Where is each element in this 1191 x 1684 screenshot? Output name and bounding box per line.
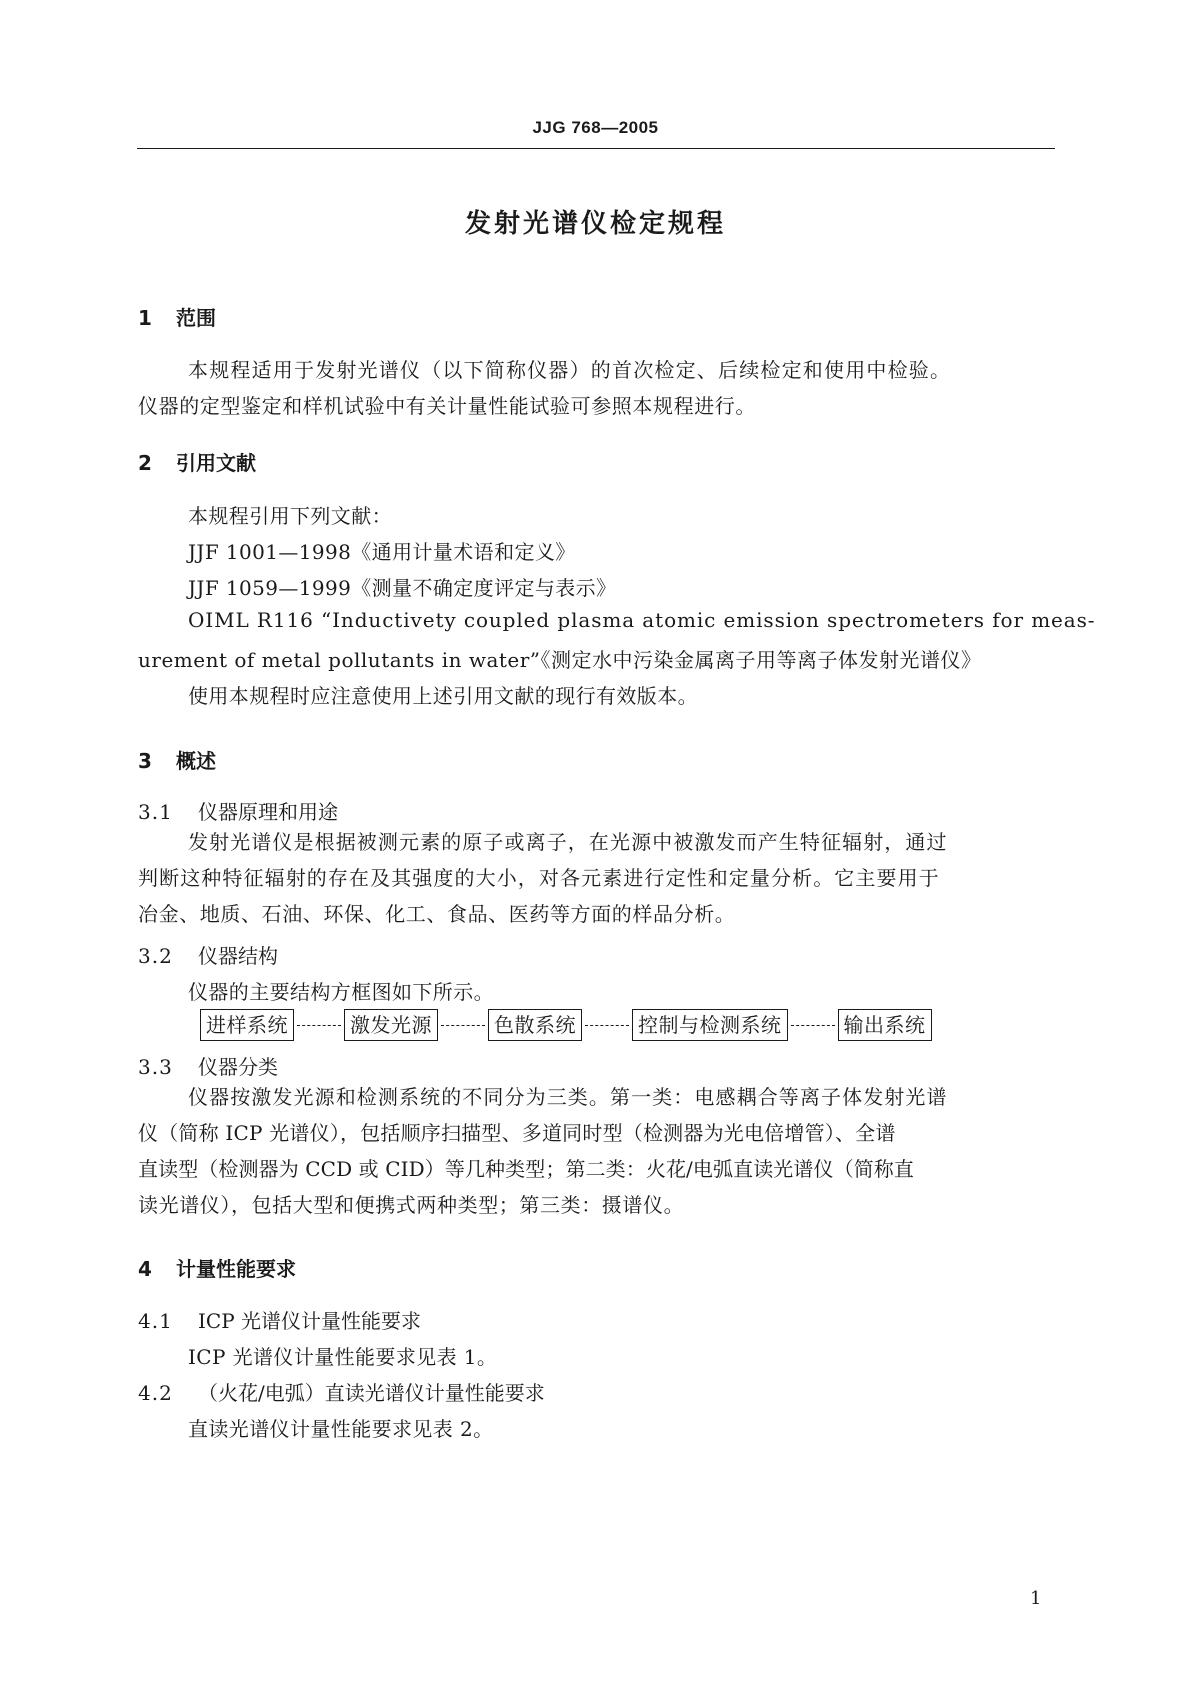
flow-connector	[297, 1025, 341, 1026]
subsection-3-3-heading	[138, 1051, 278, 1080]
paragraph-line: 判断这种特征辐射的存在及其强度的大小，对各元素进行定性和定量分析。它主要用于	[138, 866, 940, 890]
reference-item-continued: urement of metal pollutants in water”《测定水中污染金属离子用等离子体发射光谱仪》	[138, 648, 982, 672]
subsection-4-1-heading	[138, 1305, 421, 1334]
subsection-title: ICP 光谱仪计量性能要求	[198, 1309, 422, 1333]
header-divider	[137, 148, 1055, 149]
section-1-paragraph	[138, 352, 1056, 424]
paragraph-line: 直读型（检测器为 CCD 或 CID）等几种类型；第二类：火花/电弧直读光谱仪（简称直	[138, 1157, 914, 1181]
subsection-4-2-heading	[138, 1377, 545, 1406]
paragraph-line: 冶金、地质、石油、环保、化工、食品、医药等方面的样品分析。	[138, 902, 736, 926]
section-3-heading	[138, 745, 216, 774]
subsection-4-2-text: 直读光谱仪计量性能要求见表 2。	[188, 1417, 494, 1441]
paragraph-line: 读光谱仪），包括大型和便携式两种类型；第三类：摄谱仪。	[138, 1193, 685, 1217]
section-number: 1	[138, 306, 152, 330]
flow-box-control-detection: 控制与检测系统	[632, 1009, 788, 1041]
subsection-3-2-heading	[138, 940, 278, 969]
flow-connector	[791, 1025, 835, 1026]
subsection-4-1-text: ICP 光谱仪计量性能要求见表 1。	[188, 1345, 498, 1369]
flow-connector	[441, 1025, 485, 1026]
subsection-title: 仪器结构	[198, 944, 278, 968]
section-number: 3	[138, 749, 152, 773]
subsection-title: 仪器分类	[198, 1055, 278, 1079]
section-2-heading	[138, 447, 256, 476]
subsection-3-1-paragraph	[138, 824, 1056, 932]
section-number: 4	[138, 1257, 152, 1281]
subsection-number: 3.3	[138, 1055, 173, 1079]
paragraph-line: 仪器的定型鉴定和样机试验中有关计量性能试验可参照本规程进行。	[138, 394, 756, 418]
subsection-number: 4.2	[138, 1381, 173, 1405]
structure-intro: 仪器的主要结构方框图如下所示。	[188, 980, 494, 1004]
subsection-3-1-heading	[138, 796, 338, 825]
section-title: 引用文献	[176, 451, 256, 475]
section-title: 概述	[176, 749, 216, 773]
structure-flow-diagram	[200, 1009, 932, 1041]
reference-item: JJF 1001—1998《通用计量术语和定义》	[188, 540, 576, 564]
paragraph-line: 发射光谱仪是根据被测元素的原子或离子，在光源中被激发而产生特征辐射，通过	[188, 830, 948, 854]
subsection-number: 3.2	[138, 944, 173, 968]
subsection-number: 4.1	[138, 1309, 173, 1333]
subsection-title: 仪器原理和用途	[198, 800, 338, 824]
section-1-heading	[138, 302, 216, 331]
paragraph-line: 仪器按激发光源和检测系统的不同分为三类。第一类：电感耦合等离子体发射光谱	[188, 1085, 948, 1109]
references-intro: 本规程引用下列文献：	[188, 504, 392, 528]
section-number: 2	[138, 451, 152, 475]
references-note: 使用本规程时应注意使用上述引用文献的现行有效版本。	[188, 684, 698, 708]
flow-box-excitation-source: 激发光源	[344, 1009, 438, 1041]
flow-box-output-system: 输出系统	[838, 1009, 932, 1041]
section-4-heading	[138, 1253, 296, 1282]
paragraph-line: 仪（简称 ICP 光谱仪），包括顺序扫描型、多道同时型（检测器为光电倍增管）、全谱	[138, 1121, 896, 1145]
document-title: 发射光谱仪检定规程	[464, 209, 726, 239]
reference-item: JJF 1059—1999《测量不确定度评定与表示》	[188, 576, 617, 600]
section-title: 范围	[176, 306, 216, 330]
subsection-number: 3.1	[138, 800, 173, 824]
section-title: 计量性能要求	[176, 1257, 296, 1281]
reference-item: OIML R116 “Inductivety coupled plasma atomic emission spectrometers for meas-	[188, 608, 1096, 632]
page-number: 1	[1030, 1588, 1042, 1609]
flow-box-dispersion-system: 色散系统	[488, 1009, 582, 1041]
paragraph-line: 本规程适用于发射光谱仪（以下简称仪器）的首次检定、后续检定和使用中检验。	[188, 358, 952, 382]
document-code: JJG 768—2005	[532, 118, 659, 137]
flow-box-sample-introduction: 进样系统	[200, 1009, 294, 1041]
subsection-3-3-paragraph	[138, 1079, 1056, 1223]
flow-connector	[585, 1025, 629, 1026]
subsection-title: （火花/电弧）直读光谱仪计量性能要求	[198, 1381, 545, 1405]
